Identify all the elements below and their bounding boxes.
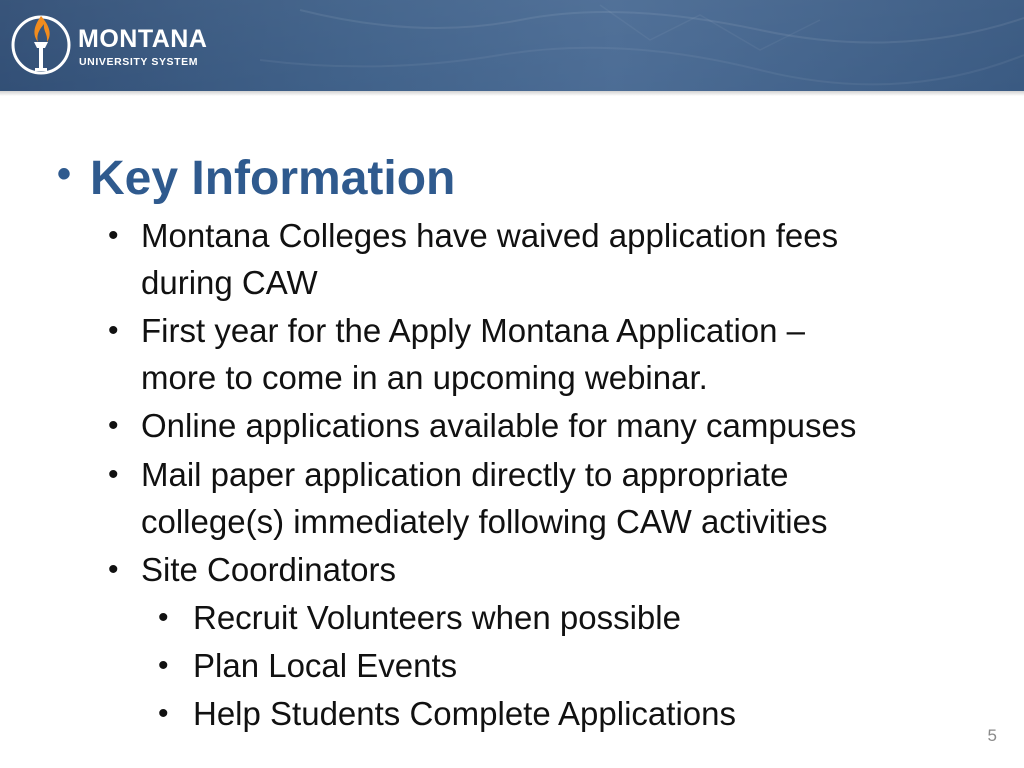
- sub-item-plan-events: [158, 642, 458, 689]
- page-number: 5: [987, 726, 997, 745]
- sub-item-line: Help Students Complete Applications: [193, 695, 736, 732]
- list-item-mail-paper: [108, 451, 828, 545]
- bullet-icon: •: [158, 697, 169, 730]
- header-banner: [0, 0, 1024, 91]
- header-shadow: [0, 91, 1024, 96]
- bullet-icon: •: [158, 649, 169, 682]
- bullet-icon: •: [108, 458, 119, 491]
- list-item-line: First year for the Apply Montana Application –: [141, 312, 806, 349]
- key-information-heading: [57, 150, 455, 208]
- list-item-online-applications: [108, 402, 857, 449]
- montana-university-system-logo: [10, 12, 230, 78]
- list-item-line: during CAW: [141, 264, 318, 301]
- bullet-icon: •: [108, 314, 119, 347]
- bullet-icon: •: [108, 219, 119, 252]
- bullet-icon: •: [108, 553, 119, 586]
- torch-icon: [10, 12, 72, 78]
- list-item-line: Mail paper application directly to appropriate: [141, 456, 789, 493]
- logo-wordmark: MONTANA: [78, 25, 208, 53]
- list-item-apply-montana: [108, 307, 806, 401]
- sub-item-line: Recruit Volunteers when possible: [193, 599, 681, 636]
- bullet-icon: •: [108, 409, 119, 442]
- list-item-line: college(s) immediately following CAW activities: [141, 503, 828, 540]
- list-item-fees: [108, 212, 839, 306]
- list-item-line: Site Coordinators: [141, 551, 396, 588]
- logo-subtitle: UNIVERSITY SYSTEM: [79, 56, 199, 68]
- heading-text: Key Information: [90, 152, 456, 205]
- list-item-line: more to come in an upcoming webinar.: [141, 359, 708, 396]
- sub-item-recruit-volunteers: [158, 594, 681, 641]
- list-item-line: Online applications available for many campuses: [141, 407, 857, 444]
- bullet-icon: •: [57, 152, 72, 196]
- list-item-site-coordinators: [108, 546, 396, 593]
- list-item-line: Montana Colleges have waived application fees: [141, 217, 839, 254]
- sub-item-help-students: [158, 690, 736, 737]
- sub-item-line: Plan Local Events: [193, 647, 458, 684]
- bullet-icon: •: [158, 601, 169, 634]
